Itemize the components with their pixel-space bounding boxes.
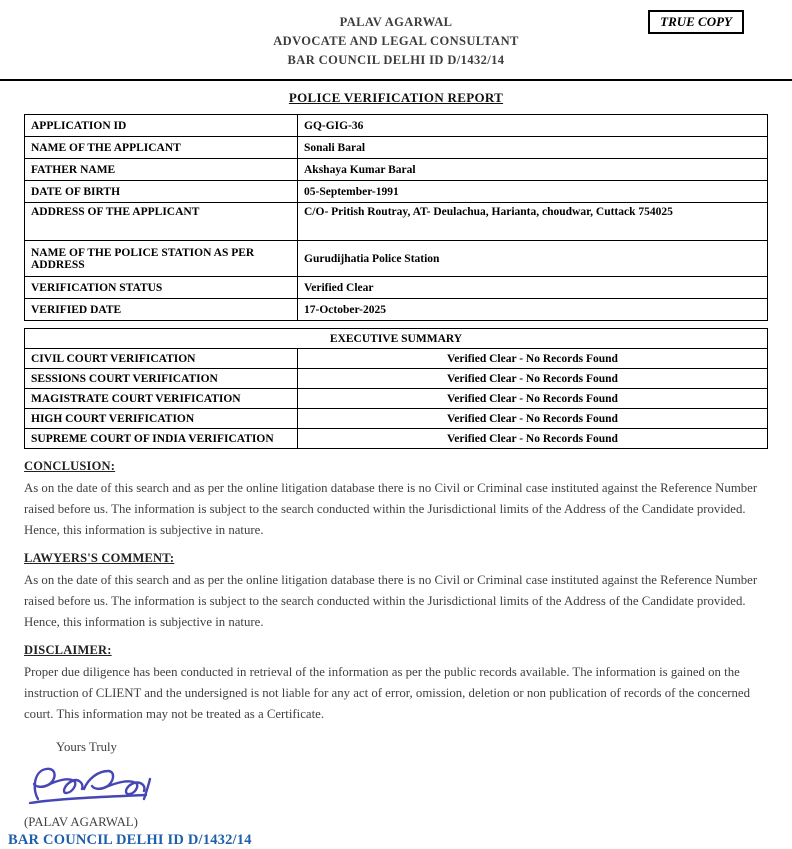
- summary-label: MAGISTRATE COURT VERIFICATION: [25, 389, 298, 409]
- disclaimer-body: Proper due diligence has been conducted in retrieval of the information as per the public records available. The information is gained on the instruction of CLIENT and the undersigned is not liable for any act of error, omission, deletion or non publication of records of the concerned court. This information may not be treated as a Certificate.: [24, 665, 750, 721]
- field-value: GQ-GIG-36: [298, 115, 768, 137]
- field-row: [25, 299, 768, 321]
- field-row: [25, 159, 768, 181]
- applicant-fields-table: [24, 114, 768, 321]
- field-row: [25, 181, 768, 203]
- true-copy-stamp: TRUE COPY: [648, 10, 744, 34]
- summary-value: Verified Clear - No Records Found: [298, 349, 768, 369]
- summary-label: CIVIL COURT VERIFICATION: [25, 349, 298, 369]
- field-label: FATHER NAME: [25, 159, 298, 181]
- lawyers-comment-body: As on the date of this search and as per the online litigation database there is no Civil or Criminal case instituted against the Reference Number raised before us. The information is subject to the search conducted within the Jurisdictional limits of the Address of the Candidate provided. Hence, this information is subjective in nature.: [24, 573, 758, 629]
- executive-summary-title: EXECUTIVE SUMMARY: [25, 329, 768, 349]
- footer-bar-council-id: BAR COUNCIL DELHI ID D/1432/14: [8, 832, 252, 848]
- summary-label: SESSIONS COURT VERIFICATION: [25, 369, 298, 389]
- field-value: 05-September-1991: [298, 181, 768, 203]
- report-title: POLICE VERIFICATION REPORT: [288, 90, 504, 105]
- text-sections: [0, 459, 792, 725]
- field-value: C/O- Pritish Routray, AT- Deulachua, Harianta, choudwar, Cuttack 754025: [298, 203, 768, 241]
- field-row: [25, 277, 768, 299]
- summary-row: [25, 429, 768, 449]
- lawyers-comment-section: [24, 551, 768, 633]
- summary-label: SUPREME COURT OF INDIA VERIFICATION: [25, 429, 298, 449]
- field-label: NAME OF THE POLICE STATION AS PER ADDRESS: [25, 241, 298, 277]
- closing-text: Yours Truly: [56, 740, 117, 754]
- disclaimer-section: [24, 643, 768, 725]
- field-row: [25, 115, 768, 137]
- advocate-name: PALAV AGARWAL: [339, 15, 453, 29]
- field-row: [25, 137, 768, 159]
- summary-value: Verified Clear - No Records Found: [298, 409, 768, 429]
- field-value: 17-October-2025: [298, 299, 768, 321]
- field-value: Gurudijhatia Police Station: [298, 241, 768, 277]
- summary-value: Verified Clear - No Records Found: [298, 369, 768, 389]
- summary-row: [25, 409, 768, 429]
- conclusion-body: As on the date of this search and as per the online litigation database there is no Civil or Criminal case instituted against the Reference Number raised before us. The information is subject to the search conducted within the Jurisdictional limits of the Address of the Candidate provided. Hence, this information is subjective in nature.: [24, 481, 758, 537]
- field-label: ADDRESS OF THE APPLICANT: [25, 203, 298, 241]
- disclaimer-heading: DISCLAIMER:: [24, 643, 112, 657]
- summary-value: Verified Clear - No Records Found: [298, 389, 768, 409]
- summary-value: Verified Clear - No Records Found: [298, 429, 768, 449]
- signature-image: [0, 759, 792, 815]
- signatory-name: (PALAV AGARWAL): [24, 815, 138, 829]
- field-value: Verified Clear: [298, 277, 768, 299]
- field-label: APPLICATION ID: [25, 115, 298, 137]
- conclusion-section: [24, 459, 768, 541]
- field-row-address: [25, 203, 768, 241]
- summary-row: [25, 349, 768, 369]
- summary-header-row: [25, 329, 768, 349]
- field-value: Akshaya Kumar Baral: [298, 159, 768, 181]
- field-label: DATE OF BIRTH: [25, 181, 298, 203]
- conclusion-heading: CONCLUSION:: [24, 459, 116, 473]
- field-value: Sonali Baral: [298, 137, 768, 159]
- field-row-police-station: [25, 241, 768, 277]
- field-label: VERIFICATION STATUS: [25, 277, 298, 299]
- advocate-subtitle: ADVOCATE AND LEGAL CONSULTANT: [273, 34, 519, 48]
- executive-summary-table: [24, 328, 768, 449]
- lawyers-comment-heading: LAWYERS'S COMMENT:: [24, 551, 175, 565]
- summary-label: HIGH COURT VERIFICATION: [25, 409, 298, 429]
- summary-row: [25, 369, 768, 389]
- field-label: NAME OF THE APPLICANT: [25, 137, 298, 159]
- summary-row: [25, 389, 768, 409]
- header-divider: [0, 79, 792, 81]
- handwritten-signature-icon: [26, 759, 176, 815]
- advocate-bar-id: BAR COUNCIL DELHI ID D/1432/14: [287, 53, 505, 67]
- field-label: VERIFIED DATE: [25, 299, 298, 321]
